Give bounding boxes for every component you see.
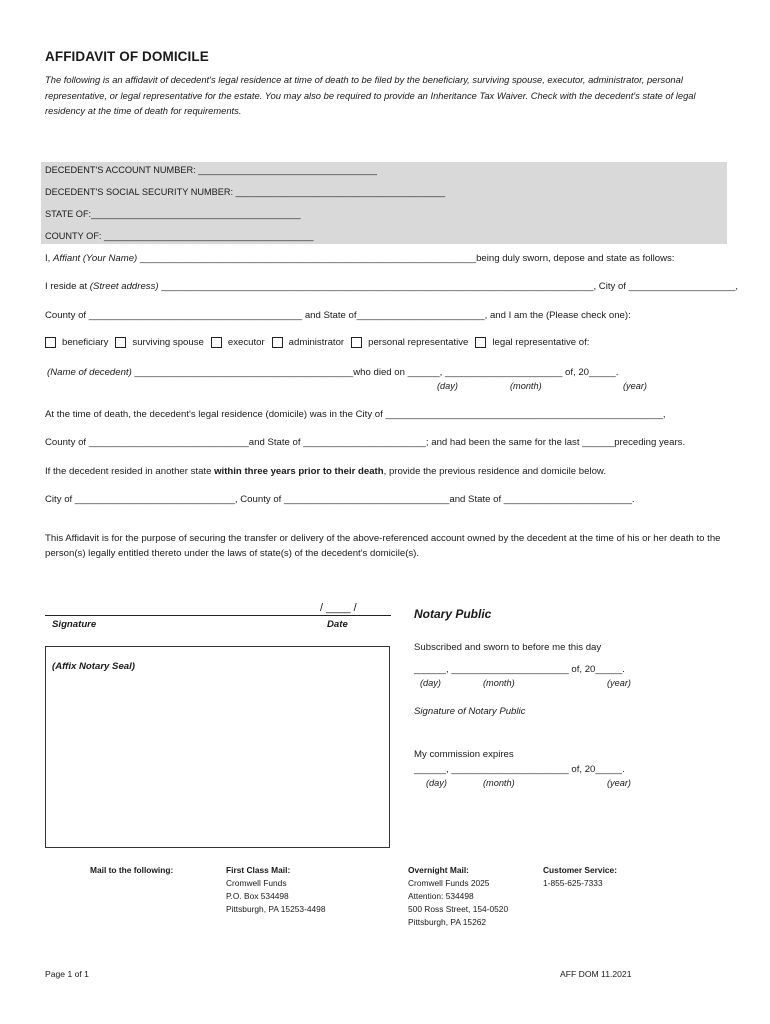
decedent-line[interactable]: [47, 367, 618, 378]
commission-day-label: (day): [426, 778, 447, 788]
checkbox-square[interactable]: [211, 337, 222, 348]
street-address-label: (Street address): [89, 281, 159, 292]
checkbox-label: executor: [227, 337, 265, 348]
decedent-day-label: (day): [437, 381, 458, 391]
checkbox-label: beneficiary: [62, 337, 109, 348]
checkbox-beneficiary[interactable]: [45, 337, 108, 348]
checkbox-label: legal representative of:: [492, 337, 590, 348]
form-id: AFF DOM 11.2021: [560, 969, 632, 979]
residence-line[interactable]: [45, 281, 738, 292]
sworn-statement: Subscribed and sworn to before me this day: [414, 642, 602, 653]
customer-service-phone[interactable]: 1-855-625-7333: [543, 878, 603, 888]
overnight-line: 500 Ross Street, 154-0520: [408, 904, 509, 914]
checkbox-label: surviving spouse: [132, 337, 204, 348]
notary-public-title: Notary Public: [414, 607, 492, 621]
affiant-prefix: I,: [45, 253, 53, 264]
checkbox-square[interactable]: [351, 337, 362, 348]
checkbox-administrator[interactable]: [272, 337, 344, 348]
notary-seal-label: (Affix Notary Seal): [52, 661, 135, 672]
affiant-suffix: being duly sworn, depose and state as follows:: [476, 253, 675, 264]
intro-text: The following is an affidavit of decedent's legal residence at time of death to be filed by the beneficiary, surviving spouse, executor, administrator, personal representative, or legal representative for the estate. You may also be required to provide an Inheritance Tax Waiver. Check with the decedent's state of legal residency at the time of death for requirements.: [45, 74, 696, 116]
notary-day-label: (day): [420, 678, 441, 688]
notary-year-label: (year): [607, 678, 631, 688]
role-checkbox-row: [45, 337, 596, 348]
checkbox-legal-representative[interactable]: [475, 337, 589, 348]
street-city-blank[interactable]: _________________________________________________________________________________, City of ____________________,: [158, 281, 739, 292]
reside-prefix: I reside at: [45, 281, 90, 292]
checkbox-surviving-spouse[interactable]: [115, 337, 203, 348]
signature-line[interactable]: [45, 615, 391, 616]
affiant-line[interactable]: [45, 253, 674, 264]
decedent-name-label: (Name of decedent): [47, 367, 132, 378]
ssn-field[interactable]: DECEDENT'S SOCIAL SECURITY NUMBER: _________________________________________: [45, 187, 446, 197]
page-number: Page 1 of 1: [45, 969, 89, 979]
checkbox-square[interactable]: [272, 337, 283, 348]
commission-year-label: (year): [607, 778, 631, 788]
checkbox-executor[interactable]: [211, 337, 265, 348]
overnight-line: Attention: 534498: [408, 891, 474, 901]
decedent-death-date-blank[interactable]: _________________________________________who died on ______, ______________________ of, 20_____.: [131, 367, 619, 378]
overnight-mail-block: [408, 864, 508, 929]
notary-date-line[interactable]: ______, ______________________ of, 20_____.: [414, 664, 625, 675]
overnight-title: Overnight Mail:: [408, 865, 469, 875]
checkbox-square[interactable]: [45, 337, 56, 348]
county-years-line[interactable]: County of ______________________________and State of _______________________; and had been the same for the last ______preceding years.: [45, 437, 686, 448]
notary-signature-label[interactable]: Signature of Notary Public: [414, 706, 526, 717]
checkbox-square[interactable]: [115, 337, 126, 348]
date-slashes[interactable]: / ____ /: [320, 602, 357, 614]
previous-residence-line[interactable]: City of ______________________________, County of _______________________________and State of ________________________.: [45, 494, 635, 505]
checkbox-personal-representative[interactable]: [351, 337, 468, 348]
overnight-line: Pittsburgh, PA 15262: [408, 917, 487, 927]
commission-label: My commission expires: [414, 749, 514, 760]
checkbox-label: personal representative: [368, 337, 469, 348]
notary-month-label: (month): [483, 678, 515, 688]
legal-residence-line[interactable]: At the time of death, the decedent's legal residence (domicile) was in the City of ____________________________________________________,: [45, 409, 666, 420]
other-state-prefix: If the decedent resided in another state: [45, 466, 215, 477]
customer-service-title: Customer Service:: [543, 865, 618, 875]
signature-label: Signature: [52, 619, 97, 630]
purpose-text: This Affidavit is for the purpose of securing the transfer or delivery of the above-referenced account owned by the decedent at the time of his or her death to the person(s) legally entitled thereto under the laws of state(s) of the decedent's domicile(s).: [45, 533, 721, 559]
account-number-field[interactable]: DECEDENT'S ACCOUNT NUMBER: ___________________________________: [45, 165, 378, 175]
first-class-line: P.O. Box 534498: [226, 891, 289, 901]
notary-seal-box: [45, 646, 390, 848]
date-label: Date: [327, 619, 348, 630]
customer-service-block: [543, 864, 617, 890]
other-state-bold: within three years prior to their death: [214, 466, 384, 477]
overnight-line: Cromwell Funds 2025: [408, 878, 490, 888]
decedent-month-label: (month): [510, 381, 542, 391]
checkbox-square[interactable]: [475, 337, 486, 348]
other-state-instruction: [45, 466, 606, 477]
commission-month-label: (month): [483, 778, 515, 788]
other-state-suffix: , provide the previous residence and domicile below.: [383, 466, 606, 477]
county-field[interactable]: COUNTY OF: _________________________________________: [45, 231, 314, 241]
mail-to-label: Mail to the following:: [90, 865, 174, 875]
checkbox-label: administrator: [288, 337, 345, 348]
affiant-name-label: Affiant (Your Name): [53, 253, 138, 264]
county-state-line[interactable]: County of ________________________________________ and State of________________________, and I am the (Please check one):: [45, 310, 631, 321]
first-class-mail-block: [226, 864, 325, 916]
first-class-title: First Class Mail:: [226, 865, 291, 875]
first-class-line: Cromwell Funds: [226, 878, 287, 888]
decedent-year-label: (year): [623, 381, 647, 391]
state-field[interactable]: STATE OF:_________________________________________: [45, 209, 301, 219]
affiant-blank[interactable]: _______________________________________________________________: [137, 253, 477, 264]
first-class-line: Pittsburgh, PA 15253-4498: [226, 904, 326, 914]
commission-date-line[interactable]: ______, ______________________ of, 20_____.: [414, 764, 625, 775]
page-title: AFFIDAVIT OF DOMICILE: [45, 49, 209, 64]
